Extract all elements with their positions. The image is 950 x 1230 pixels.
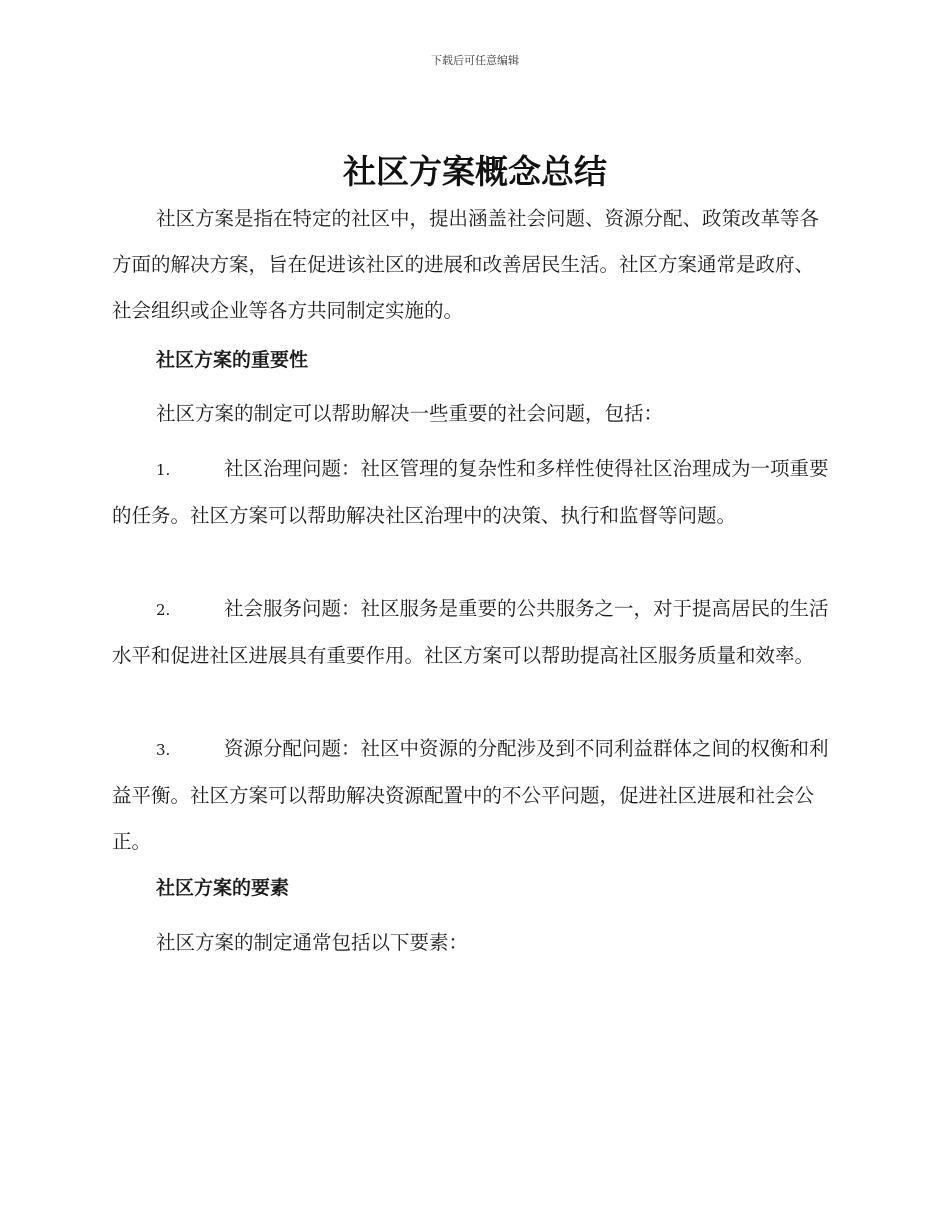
list-item-number: 2. (156, 601, 171, 619)
list-item-number: 1. (156, 461, 171, 479)
list-item (112, 446, 832, 539)
list-item-text: 社区治理问题：社区管理的复杂性和多样性使得社区治理成为一项重要的任务。社区方案可以帮助解决社区治理中的决策、执行和监督等问题。 (112, 457, 829, 527)
list-item-text: 资源分配问题：社区中资源的分配涉及到不同利益群体之间的权衡和利益平衡。社区方案可以帮助解决资源配置中的不公平问题，促进社区进展和社会公正。 (112, 737, 829, 853)
page-header-note: 下载后可任意编辑 (431, 54, 519, 67)
section-lead-elements: 社区方案的制定通常包括以下要素： (156, 931, 469, 954)
list-item (112, 586, 832, 679)
list-item-text: 社会服务问题：社区服务是重要的公共服务之一，对于提高居民的生活水平和促进社区进展具有重要作用。社区方案可以帮助提高社区服务质量和效率。 (112, 597, 829, 667)
document-title: 社区方案概念总结 (343, 152, 607, 191)
section-heading-importance: 社区方案的重要性 (156, 349, 309, 371)
section-heading-elements: 社区方案的要素 (156, 877, 290, 899)
list-item (112, 726, 832, 865)
list-item-number: 3. (156, 741, 171, 759)
section-lead-importance: 社区方案的制定可以帮助解决一些重要的社会问题，包括： (156, 402, 664, 425)
intro-paragraph: 社区方案是指在特定的社区中，提出涵盖社会问题、资源分配、政策改革等各方面的解决方案，旨在促进该社区的进展和改善居民生活。社区方案通常是政府、社会组织或企业等各方共同制定实施的。 (112, 207, 820, 322)
